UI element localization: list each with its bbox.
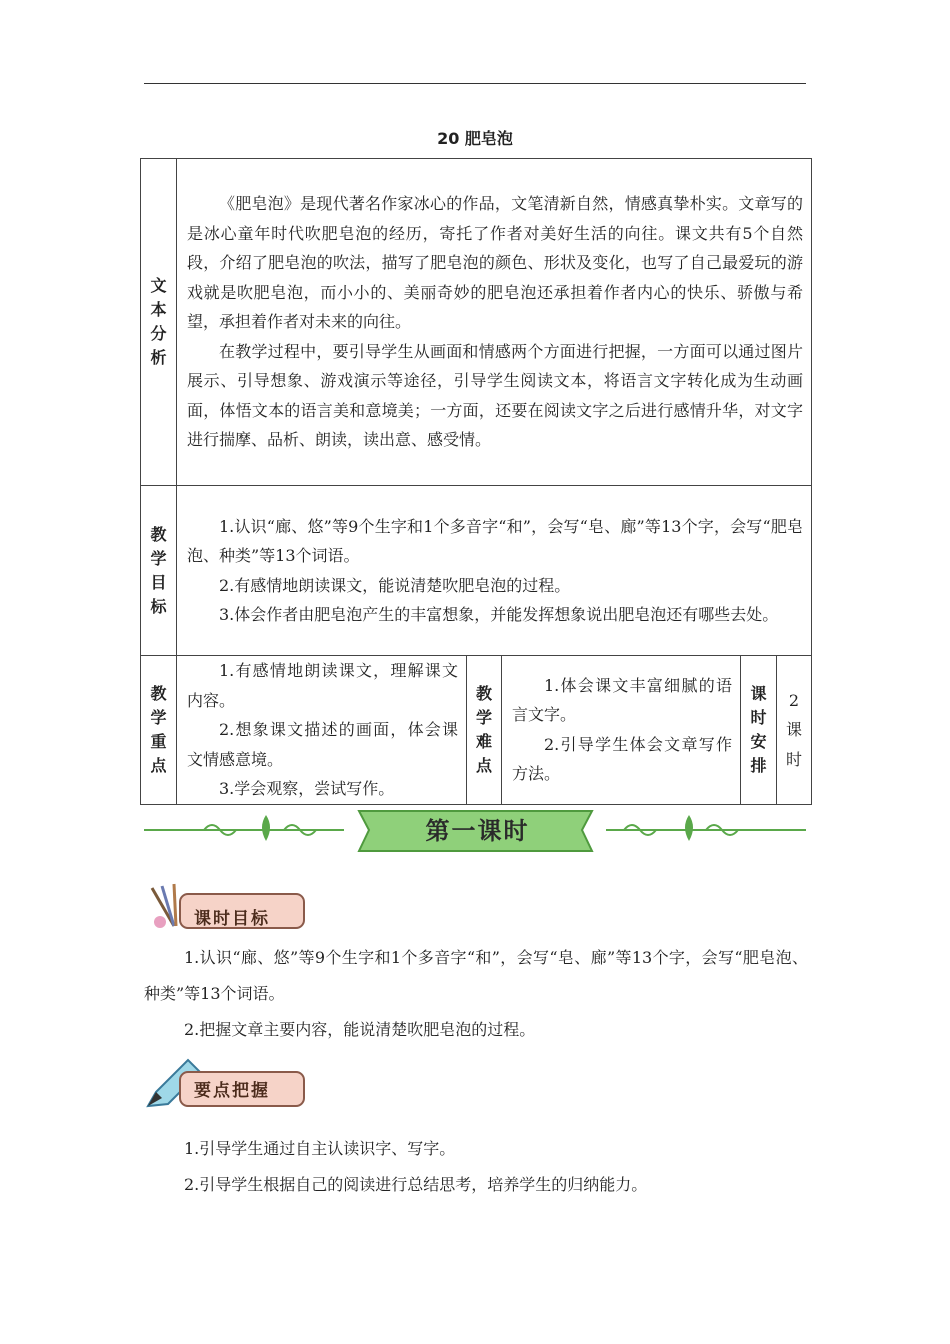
key-point-item: 2.想象课文描述的画面，体会课文情感意境。 xyxy=(187,720,458,769)
header-goals: 教 学 目 标 xyxy=(141,486,177,656)
text-analysis-paragraph: 在教学过程中，要引导学生从画面和情感两个方面进行把握，一方面可以通过图片展示、引导想象、游戏演示等途径，引导学生阅读文本，将语言文字转化成为生动画面，体悟文本的语言美和意境美；一方面，还要在阅读文字之后进行感情升华，对文字进行揣摩、品析、朗读，读出意、感受情。 xyxy=(187,341,803,450)
table-row-text-analysis xyxy=(141,159,812,486)
brushes-icon xyxy=(152,884,176,928)
lesson-goal-label: 课时目标 xyxy=(194,909,270,929)
banner-title: 第一课时 xyxy=(425,817,530,845)
key-point-item: 1.有感情地朗读课文，理解课文内容。 xyxy=(187,661,458,710)
goal-item: 1.认识“廊、悠”等9个生字和1个多音字“和”，会写“皂、廊”等13个字，会写“肥皂泡、种类”等13个词语。 xyxy=(187,516,803,565)
difficulties-content xyxy=(502,656,741,805)
text-analysis-paragraph: 《肥皂泡》是现代著名作家冰心的作品，文笔清新自然，情感真挚朴实。文章写的是冰心童年时代吹肥皂泡的经历，寄托了作者对美好生活的向往。课文共有5个自然段，介绍了肥皂泡的吹法，描写了肥皂泡的颜色、形状及变化，也写了自己最爱玩的游戏就是吹肥皂泡，而小小的、美丽奇妙的肥皂泡还承担着作者内心的快乐、骄傲与希望，承担着作者对未来的向往。 xyxy=(187,194,803,332)
leaf-left-icon xyxy=(262,815,270,841)
page-title: 20 肥皂泡 xyxy=(437,129,513,148)
lesson-goal-item: 2.把握文章主要内容，能说清楚吹肥皂泡的过程。 xyxy=(184,1020,536,1039)
text-analysis-content xyxy=(177,159,812,486)
schedule-value: 2 课 时 xyxy=(777,656,812,805)
lesson-goal-item: 1.认识“廊、悠”等9个生字和1个多音字“和”，会写“皂、廊”等13个字，会写“肥皂泡、种类”等13个词语。 xyxy=(144,948,808,1003)
lesson-goal-section xyxy=(144,940,808,1048)
key-point-item: 3.学会观察，尝试写作。 xyxy=(219,779,395,798)
key-point-line: 1.引导学生通过自主认读识字、写字。 xyxy=(184,1139,456,1158)
header-key-points: 教 学 重 点 xyxy=(141,656,177,805)
leaf-right-icon xyxy=(685,815,693,841)
goals-content xyxy=(177,486,812,656)
goal-item: 3.体会作者由肥皂泡产生的丰富想象，并能发挥想象说出肥皂泡还有哪些去处。 xyxy=(219,605,779,624)
lesson-plan-table xyxy=(140,158,812,805)
header-text-analysis: 文 本 分 析 xyxy=(141,159,177,486)
key-points-label: 要点把握 xyxy=(194,1081,270,1101)
table-row-goals xyxy=(141,486,812,656)
header-rule xyxy=(144,83,806,84)
table-row-key-points xyxy=(141,656,812,805)
difficulty-item: 2.引导学生体会文章写作方法。 xyxy=(512,734,732,784)
header-schedule: 课 时 安 排 xyxy=(741,656,777,805)
difficulty-item: 1.体会课文丰富细腻的语言文字。 xyxy=(512,675,732,725)
goal-item: 2.有感情地朗读课文，能说清楚吹肥皂泡的过程。 xyxy=(219,575,571,595)
header-difficulties: 教 学 难 点 xyxy=(467,656,502,805)
key-point-line: 2.引导学生根据自己的阅读进行总结思考，培养学生的归纳能力。 xyxy=(184,1175,648,1194)
key-points-content xyxy=(177,656,467,805)
key-points-section xyxy=(144,1131,808,1203)
